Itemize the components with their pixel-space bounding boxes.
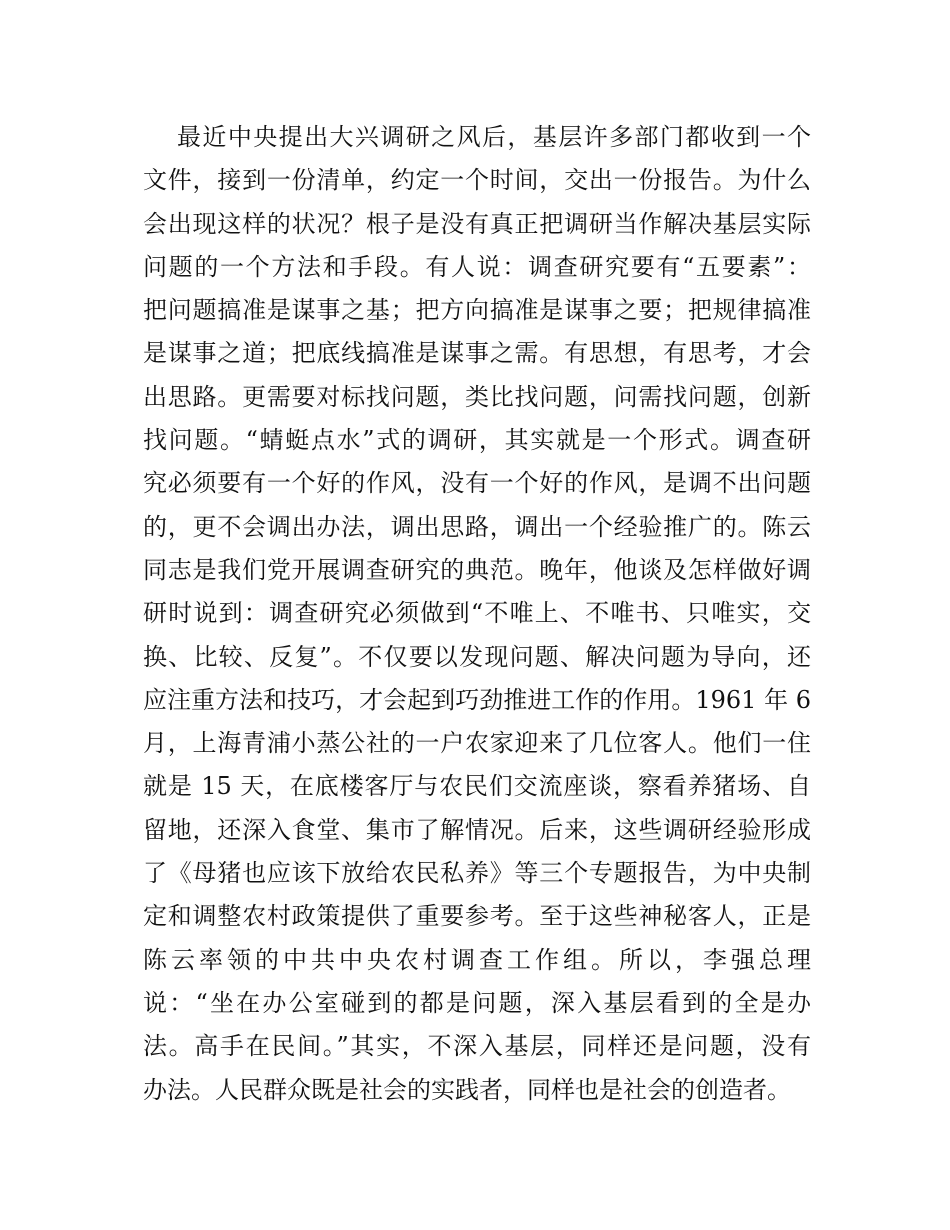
paragraph-line: 换、比较、反复”。不仅要以发现问题、解决问题为导向，还 xyxy=(143,642,811,671)
paragraph-line: 会出现这样的状况？根子是没有真正把调研当作解决基层实际 xyxy=(143,209,811,238)
paragraph-line: 法。高手在民间。”其实，不深入基层，同样还是问题，没有 xyxy=(143,1032,811,1061)
paragraph-line: 定和调整农村政策提供了重要参考。至于这些神秘客人，正是 xyxy=(143,902,811,931)
paragraph-line: 最近中央提出大兴调研之风后，基层许多部门都收到一个 xyxy=(177,123,811,151)
paragraph-line: 找问题。“蜻蜓点水”式的调研，其实就是一个形式。调查研 xyxy=(143,426,811,455)
paragraph-line: 就是 15 天，在底楼客厅与农民们交流座谈，察看养猪场、自 xyxy=(143,772,811,801)
paragraph-line: 究必须要有一个好的作风，没有一个好的作风，是调不出问题 xyxy=(143,469,811,498)
paragraph-line: 了《母猪也应该下放给农民私养》等三个专题报告，为中央制 xyxy=(143,859,811,888)
paragraph-line: 留地，还深入食堂、集市了解情况。后来，这些调研经验形成 xyxy=(143,815,811,844)
paragraph-line: 月，上海青浦小蒸公社的一户农家迎来了几位客人。他们一住 xyxy=(143,729,811,758)
paragraph-line: 把问题搞准是谋事之基；把方向搞准是谋事之要；把规律搞准 xyxy=(143,296,811,325)
paragraph-line: 应注重方法和技巧，才会起到巧劲推进工作的作用。1961 年 6 xyxy=(143,685,811,714)
paragraph-line: 是谋事之道；把底线搞准是谋事之需。有思想，有思考，才会 xyxy=(143,339,811,368)
paragraph-line: 研时说到：调查研究必须做到“不唯上、不唯书、只唯实，交 xyxy=(143,599,811,628)
paragraph-line: 办法。人民群众既是社会的实践者，同样也是社会的创造者。 xyxy=(143,1075,791,1104)
paragraph-line: 说：“坐在办公室碰到的都是问题，深入基层看到的全是办 xyxy=(143,988,811,1017)
paragraph-line: 问题的一个方法和手段。有人说：调查研究要有“五要素”： xyxy=(143,252,811,281)
paragraph-line: 陈云率领的中共中央农村调查工作组。所以，李强总理 xyxy=(143,945,811,974)
paragraph-line: 的，更不会调出办法，调出思路，调出一个经验推广的。陈云 xyxy=(143,512,811,541)
paragraph-line: 出思路。更需要对标找问题，类比找问题，问需找问题，创新 xyxy=(143,382,811,411)
body-paragraph xyxy=(143,116,811,1112)
paragraph-line: 同志是我们党开展调查研究的典范。晚年，他谈及怎样做好调 xyxy=(143,555,811,584)
paragraph-line: 文件，接到一份清单，约定一个时间，交出一份报告。为什么 xyxy=(143,166,811,195)
